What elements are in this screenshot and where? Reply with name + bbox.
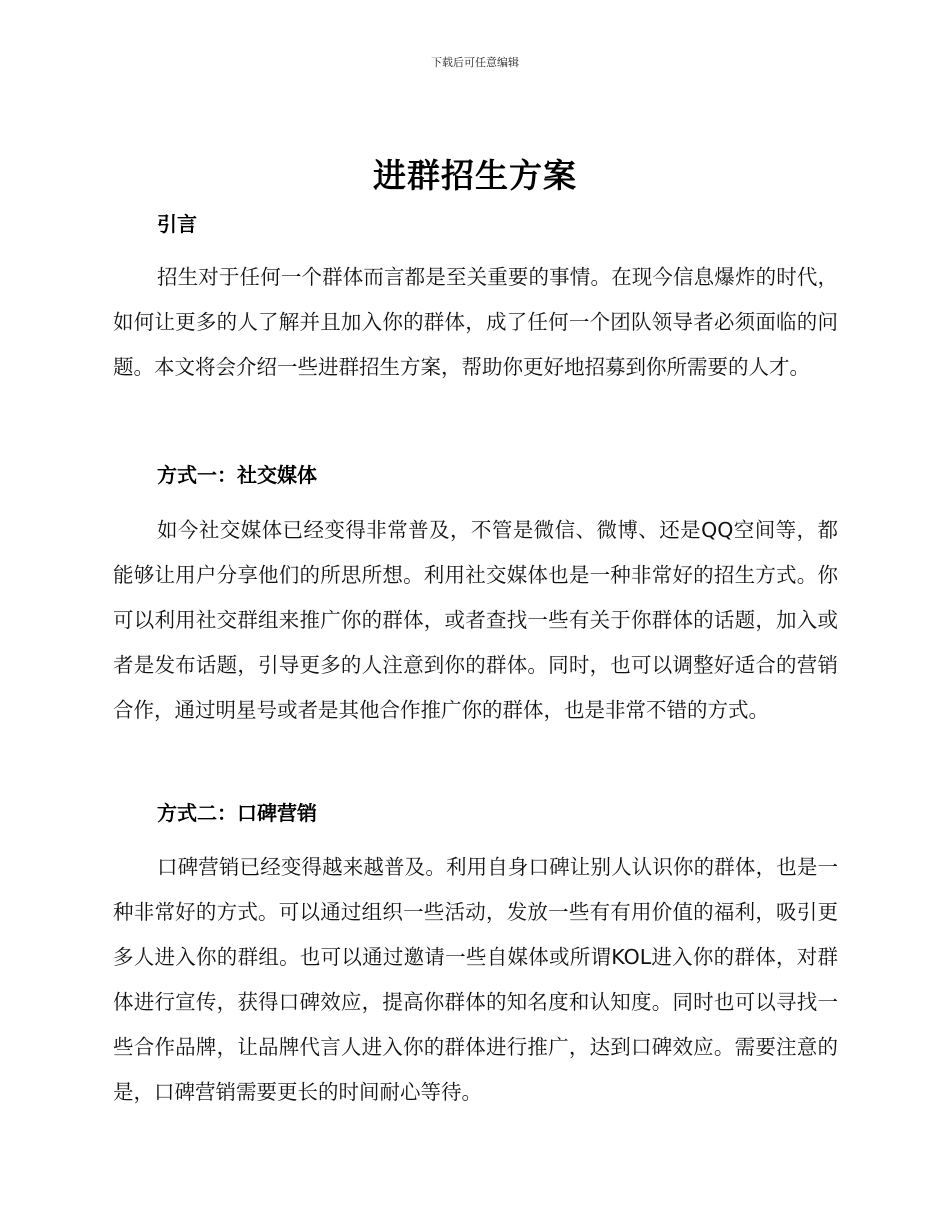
page-header-note: 下载后可任意编辑 <box>431 56 519 69</box>
section-paragraph-word-of-mouth: 口碑营销已经变得越来越普及。利用自身口碑让别人认识你的群体，也是一种非常好的方式。可以通过组织一些活动，发放一些有有用价值的福利，吸引更多人进入你的群组。也可以通过邀请一些自媒体或所谓KOL进入你的群体，对群体进行宣传，获得口碑效应，提高你群体的知名度和认知度。同时也可以寻找一些合作品牌，让品牌代言人进入你的群体进行推广，达到口碑效应。需要注意的是，口碑营销需要更长的时间耐心等待。 <box>113 855 838 1104</box>
section-heading-social-media: 方式一：社交媒体 <box>157 463 317 487</box>
section-paragraph-intro: 招生对于任何一个群体而言都是至关重要的事情。在现今信息爆炸的时代，如何让更多的人了解并且加入你的群体，成了任何一个团队领导者必须面临的问题。本文将会介绍一些进群招生方案，帮助你更好地招募到你所需要的人才。 <box>113 265 838 379</box>
section-paragraph-social-media: 如今社交媒体已经变得非常普及，不管是微信、微博、还是QQ空间等，都能够让用户分享他们的所思所想。利用社交媒体也是一种非常好的招生方式。你可以利用社交群组来推广你的群体，或者查找一些有关于你群体的话题，加入或者是发布话题，引导更多的人注意到你的群体。同时，也可以调整好适合的营销合作，通过明星号或者是其他合作推广你的群体，也是非常不错的方式。 <box>113 518 838 722</box>
document-title: 进群招生方案 <box>373 156 577 195</box>
section-heading-intro: 引言 <box>157 212 197 236</box>
section-heading-word-of-mouth: 方式二：口碑营销 <box>157 801 317 825</box>
